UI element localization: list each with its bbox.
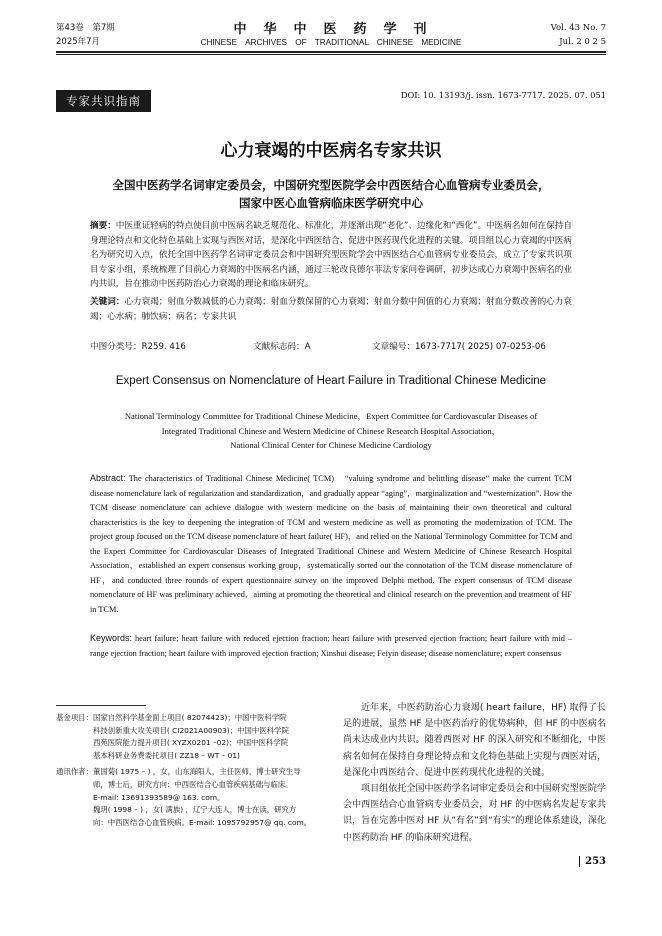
volume-en: Vol. 43 No. 7 xyxy=(550,23,606,33)
fund-note xyxy=(56,712,324,762)
keywords-cn-text: 心力衰竭；射血分数减低的心力衰竭；射血分数保留的心力衰竭；射血分数中间值的心力衰竭；射血分数改善的心力衰竭；心水病；肺饮病；病名；专家共识 xyxy=(90,297,572,322)
author-line: E-mail: 13691393589@ 163. com。 xyxy=(92,792,225,802)
journal-title-en: CHINESE ARCHIVES OF TRADITIONAL CHINESE MEDICINE xyxy=(200,38,462,47)
body-paragraph: 近年来，中医药防治心力衰竭( heart failure，HF) 取得了长足的进展，虽然 HF 是中医药治疗的优势病种，但 HF 的中医病名尚未达成业内共识。随着西医对 HF 的深入研究和不断细化，中医病名如何在保持自身理论特点和文化特色基础上实现与西医对话，是深化中西医结合、促进中医药现代化进程的关键。 xyxy=(343,703,606,778)
abstract-cn-text: 中医重证轻病的特点使目前中医病名缺乏规范化、标准化，并逐渐出现“老化”、边缘化和“西化”。中医病名如何在保持自身理论特点和文化特色基础上实现与西医对话，是深化中西医结合、促进中医药现代化进程的关键。项目组以心力衰竭的中医病名为研究切入点，依托全国中医药学名词审定委员会和中国研究型医院学会中西医结合心血管病专业委员会，成立了专家共识项目专家小组，系统梳理了目前心力衰竭的中医病名内涵，通过三轮改良德尔菲法专家问卷调研，初步达成心力衰竭中医病名的业内共识，旨在推动中医药防治心力衰竭的理论和临床研究。 xyxy=(90,221,572,290)
authors-cn-line: 全国中医药学名词审定委员会，中国研究型医院学会中西医结合心血管病专业委员会， xyxy=(112,178,550,192)
body-text xyxy=(343,700,606,846)
footnote-rule xyxy=(56,705,146,706)
abstract-cn-label: 摘要： xyxy=(90,221,116,231)
author-line: 董国菊( 1975 – ) ，女，山东海阳人，主任医师，博士研究生导 xyxy=(92,767,301,777)
author-line: 师，博士后，研究方向：中西医结合心血管疾病基础与临床。 xyxy=(92,779,293,789)
author-lines xyxy=(93,766,311,829)
fund-line: 国家自然科学基金面上项目( 82074423)；中国中医科学院 xyxy=(92,713,287,722)
page-number: 253 xyxy=(579,856,606,867)
header-rule xyxy=(56,51,606,53)
fund-line: 基本科研业务费委托项目( ZZ18 – WT – 01) xyxy=(92,750,240,760)
fund-line: 科技创新重大攻关项目( CI2021A00903)；中国中医科学院 xyxy=(92,725,289,735)
authors-cn-line: 国家中医心血管病临床医学研究中心 xyxy=(239,196,423,210)
volume-cn: 第43卷 第7期 xyxy=(56,23,115,33)
abstract-en-label: Abstract: xyxy=(90,473,126,483)
author-line: 魏玥( 1998 – ) ，女( 满族) ，辽宁大连人，博士在读，研究方 xyxy=(92,805,297,815)
authors-en-line: Integrated Traditional Chinese and Western Medicine of Chinese Research Hospital Association， xyxy=(161,425,501,436)
fund-label: 基金项目： xyxy=(56,713,93,722)
header-rule-thin xyxy=(56,54,606,55)
authors-en-line: National Terminology Committee for Traditional Chinese Medicine，Expert Committee for Cardiovascular Diseases of xyxy=(124,411,538,421)
journal-title-cn: 中 华 中 医 药 学 刊 xyxy=(233,22,429,37)
date-cn: 2025年7月 xyxy=(56,37,101,47)
body-paragraph: 项目组依托全国中医药学名词审定委员会和中国研究型医院学会中西医结合心血管病专业委员会，对 HF 的中医病名发起专家共识，旨在完善中医对 HF 从“有名”到“有实”的理论体系建设，深化中医药防治 HF 的临床研究进程。 xyxy=(343,784,606,843)
keywords-cn xyxy=(90,295,572,324)
authors-en xyxy=(80,409,582,453)
keywords-cn-label: 关键词： xyxy=(90,297,125,307)
date-en: Jul. 2 0 2 5 xyxy=(559,37,606,47)
authors-cn xyxy=(70,176,592,212)
document-code: 文献标志码：A xyxy=(253,342,311,352)
authors-en-line: National Clinical Center for Chinese Medicine Cardiology xyxy=(230,440,432,450)
section-badge: 专家共识指南 xyxy=(56,90,151,112)
keywords-en xyxy=(90,631,572,661)
article-number: 文章编号：1673-7717( 2025) 07-0253-06 xyxy=(372,342,546,352)
corresponding-author-note xyxy=(56,766,324,829)
fund-lines xyxy=(93,712,289,762)
abstract-en xyxy=(90,471,572,617)
doi: DOI: 10. 13193/j. issn. 1673-7717. 2025. 07. 051 xyxy=(400,90,606,100)
title-en: Expert Consensus on Nomenclature of Heart Failure in Traditional Chinese Medicine xyxy=(115,375,547,387)
keywords-en-text: heart failure; heart failure with reduced ejection fraction; heart failure with preserved ejection fraction; heart failure with mid – range ejection fraction; heart failure with improved ejection fraction; Xinshui disease; Feiyin disease; disease nomenclature; expert consensus xyxy=(90,634,573,658)
clc-number: 中图分类号：R259. 416 xyxy=(90,342,186,352)
keywords-en-label: Keywords: xyxy=(90,633,133,643)
title-cn: 心力衰竭的中医病名专家共识 xyxy=(220,141,442,161)
footnotes xyxy=(56,712,324,829)
fund-line: 西苑医院能力提升项目( XYZX0201 –02)；中国中医科学院 xyxy=(92,738,289,748)
abstract-cn xyxy=(90,219,572,292)
author-label: 通讯作者： xyxy=(56,767,93,777)
abstract-en-text: The characteristics of Traditional Chinese Medicine( TCM) “valuing syndrome and belittling disease” make the current TCM disease nomenclature lack of regularization and standardization，and gradually appear “aging”，marginalization and “westernization”. How the TCM disease nomenclature can achieve dialogue with western medicine on the basis of maintaining their own theoretical and cultural characteristics is the key to deepening the integration of TCM and western medicine as well as promoting the modernization of TCM. The project group focused on the TCM disease nomenclature of heart failure( HF)，and relied on the National Terminology Committee for TCM and the Expert Committee for Cardiovascular Diseases of Integrated Traditional Chinese and Western Medicine of Chinese Research Hospital Association，established an expert consensus working group，systematically sorted out the connotation of the TCM disease nomenclature of HF，and conducted three rounds of expert questionnaire survey on the improved Delphi method. The expert consensus of TCM disease nomenclature of HF was preliminary achieved，aiming at promoting the theoretical and clinical research on the prevention and treatment of HF in TCM. xyxy=(90,474,572,614)
author-line: 向：中西医结合心血管疾病。E-mail: 1095792957@ qq. com。 xyxy=(92,817,312,827)
